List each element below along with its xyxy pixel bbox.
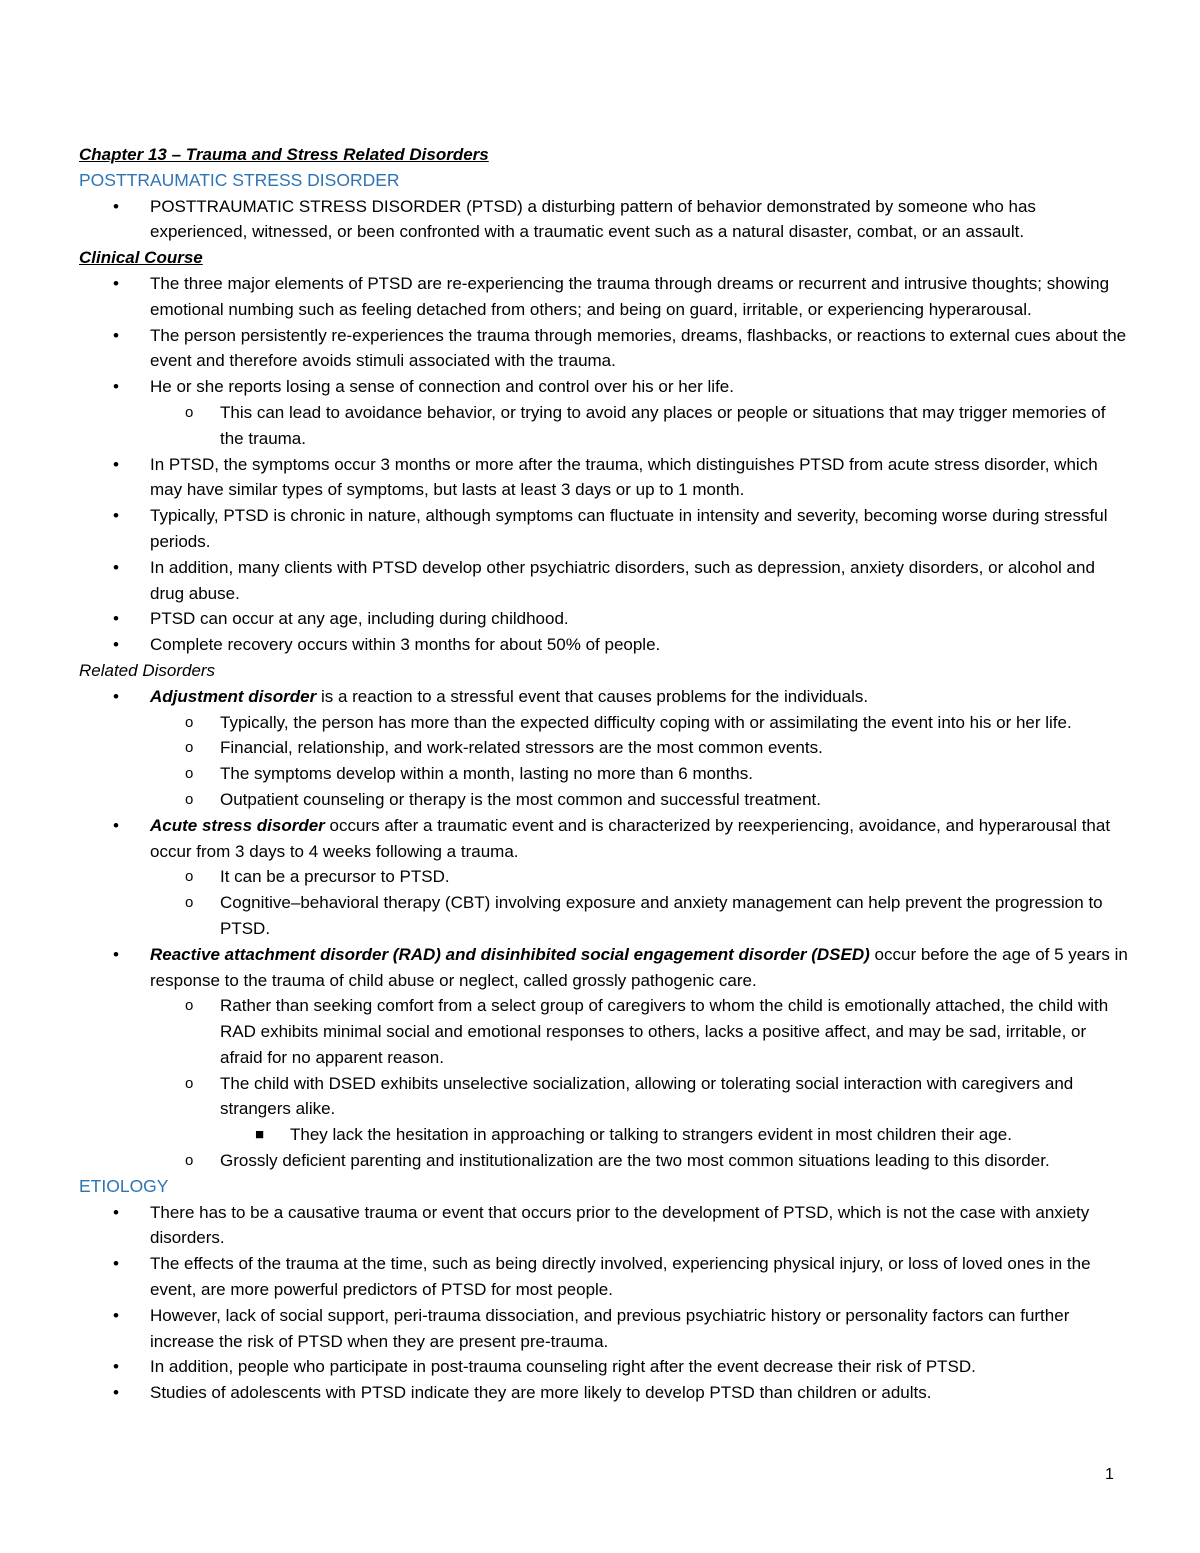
list-item: • The person persistently re-experiences the trauma through memories, dreams, flashbacks, or reactions to external cues about the event and therefore avoids stimuli associated with the trauma. [79, 323, 1129, 375]
list-item: • Studies of adolescents with PTSD indicate they are more likely to develop PTSD than children or adults. [79, 1380, 1129, 1406]
sub-list-item: o Typically, the person has more than the expected difficulty coping with or assimilating the event into his or her life. [79, 710, 1129, 736]
ptsd-definition-list [79, 194, 1129, 246]
list-item: • There has to be a causative trauma or event that occurs prior to the development of PTSD, which is not the case with anxiety disorders. [79, 1200, 1129, 1252]
bullet-marker: • [113, 273, 119, 293]
term-adjustment-disorder: Adjustment disorder [150, 686, 317, 706]
sub-list-item: o Cognitive–behavioral therapy (CBT) involving exposure and anxiety management can help prevent the progression to PTSD. [79, 890, 1129, 942]
ptsd-heading: POSTTRAUMATIC STRESS DISORDER [79, 169, 400, 190]
chapter-title: Chapter 13 – Trauma and Stress Related Disorders [79, 145, 489, 164]
list-item: • The three major elements of PTSD are re-experiencing the trauma through dreams or recurrent and intrusive thoughts; showing emotional numbing such as feeling detached from others; and being on guard, irritable, or experiencing hyperarousal. [79, 271, 1129, 323]
related-disorders-heading: Related Disorders [79, 660, 216, 680]
etiology-list [79, 1200, 1129, 1406]
sub-list-item: o This can lead to avoidance behavior, or trying to avoid any places or people or situations that may trigger memories of the trauma. [79, 400, 1129, 452]
square-marker: ■ [255, 1126, 265, 1144]
bullet-marker: • [113, 1357, 119, 1377]
sub-list-item: o Rather than seeking comfort from a select group of caregivers to whom the child is emotionally attached, the child with RAD exhibits minimal social and emotional responses to others, lacks a positive affect, and may be sad, irritable, or afraid for no apparent reason. [79, 993, 1129, 1070]
list-item: • The effects of the trauma at the time, such as being directly involved, experiencing physical injury, or loss of loved ones in the event, are more powerful predictors of PTSD for most people. [79, 1251, 1129, 1303]
list-item: • Complete recovery occurs within 3 months for about 50% of people. [79, 632, 1129, 658]
circle-marker: o [185, 765, 194, 783]
bullet-marker: • [113, 944, 119, 964]
bullet-marker: • [113, 1383, 119, 1403]
list-item: • Typically, PTSD is chronic in nature, although symptoms can fluctuate in intensity and severity, becoming worse during stressful periods. [79, 503, 1129, 555]
list-item: • POSTTRAUMATIC STRESS DISORDER (PTSD) a disturbing pattern of behavior demonstrated by someone who has experienced, witnessed, or been confronted with a traumatic event such as a natural disaster, combat, or an assault. [79, 194, 1129, 246]
circle-marker: o [185, 868, 194, 886]
list-item: • Acute stress disorder occurs after a traumatic event and is characterized by reexperiencing, avoidance, and hyperarousal that occur from 3 days to 4 weeks following a trauma. [79, 813, 1129, 865]
list-item: • Adjustment disorder is a reaction to a stressful event that causes problems for the individuals. [79, 684, 1129, 710]
circle-marker: o [185, 713, 194, 731]
sub-list-item: o Financial, relationship, and work-related stressors are the most common events. [79, 735, 1129, 761]
circle-marker: o [185, 790, 194, 808]
bullet-marker: • [113, 815, 119, 835]
circle-marker: o [185, 1074, 194, 1092]
sub-list-item: o It can be a precursor to PTSD. [79, 864, 1129, 890]
term-rad-dsed: Reactive attachment disorder (RAD) and disinhibited social engagement disorder (DSED) [150, 944, 870, 964]
bullet-marker: • [113, 454, 119, 474]
circle-marker: o [185, 739, 194, 757]
clinical-course-heading: Clinical Course [79, 248, 203, 268]
list-item: • However, lack of social support, peri-trauma dissociation, and previous psychiatric history or personality factors can further increase the risk of PTSD when they are present pre-trauma. [79, 1303, 1129, 1355]
bullet-marker: • [113, 686, 119, 706]
list-item: • Reactive attachment disorder (RAD) and disinhibited social engagement disorder (DSED) occur before the age of 5 years in response to the trauma of child abuse or neglect, called grossly pathogenic care. [79, 942, 1129, 994]
bullet-marker: • [113, 1202, 119, 1222]
list-item: • In addition, people who participate in post-trauma counseling right after the event decrease their risk of PTSD. [79, 1354, 1129, 1380]
bullet-marker: • [113, 377, 119, 397]
sub-list-item: o Grossly deficient parenting and institutionalization are the two most common situations leading to this disorder. [79, 1148, 1129, 1174]
sub-list-item: o Outpatient counseling or therapy is the most common and successful treatment. [79, 787, 1129, 813]
sub-list-item: o The symptoms develop within a month, lasting no more than 6 months. [79, 761, 1129, 787]
bullet-marker: • [113, 557, 119, 577]
sub-sub-list-item: ■ They lack the hesitation in approaching or talking to strangers evident in most children their age. [79, 1122, 1129, 1148]
sub-list-item: o The child with DSED exhibits unselective socialization, allowing or tolerating social interaction with caregivers and strangers alike. [79, 1071, 1129, 1123]
related-disorders-list [79, 684, 1129, 1174]
etiology-heading: ETIOLOGY [79, 1175, 169, 1196]
circle-marker: o [185, 894, 194, 912]
bullet-marker: • [113, 1254, 119, 1274]
circle-marker: o [185, 997, 194, 1015]
circle-marker: o [185, 403, 194, 421]
clinical-course-list [79, 271, 1129, 658]
list-item: • In PTSD, the symptoms occur 3 months or more after the trauma, which distinguishes PTSD from acute stress disorder, which may have similar types of symptoms, but lasts at least 3 days or up to 1 month. [79, 452, 1129, 504]
page-number: 1 [1105, 1466, 1114, 1483]
bullet-marker: • [113, 635, 119, 655]
term-acute-stress-disorder: Acute stress disorder [150, 815, 325, 835]
bullet-marker: • [113, 196, 119, 216]
list-item: • In addition, many clients with PTSD develop other psychiatric disorders, such as depression, anxiety disorders, or alcohol and drug abuse. [79, 555, 1129, 607]
bullet-marker: • [113, 1305, 119, 1325]
bullet-marker: • [113, 609, 119, 629]
circle-marker: o [185, 1152, 194, 1170]
list-item: • He or she reports losing a sense of connection and control over his or her life. [79, 374, 1129, 400]
document-page [79, 142, 1129, 1406]
bullet-marker: • [113, 325, 119, 345]
list-item: • PTSD can occur at any age, including during childhood. [79, 606, 1129, 632]
bullet-marker: • [113, 506, 119, 526]
